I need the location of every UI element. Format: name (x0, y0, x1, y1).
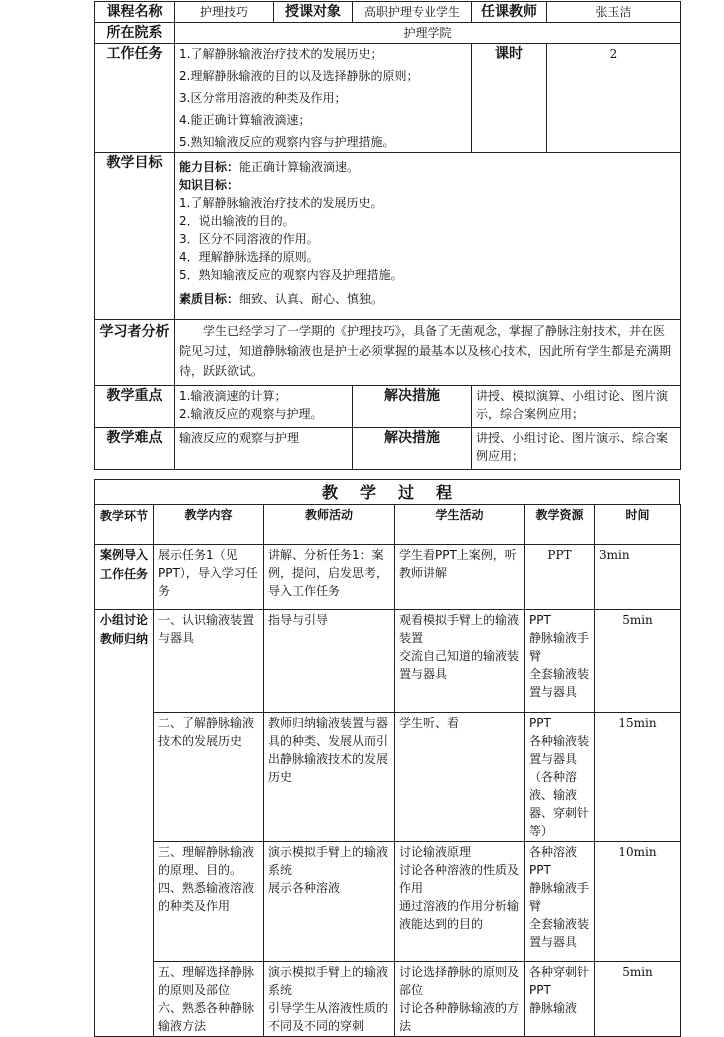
course-name-value: 护理技巧 (175, 2, 274, 23)
teacher-cell: 指导与引导 (264, 610, 395, 713)
resource-cell: PPT 各种输液装置与器具（各种溶液、输液器、穿刺针等） (525, 713, 595, 842)
table-row (95, 713, 681, 842)
teacher-cell: 演示模拟手臂上的输液系统 引导学生从溶液性质的不同及不同的穿刺 (264, 962, 395, 1037)
difficult-solution-label: 解决措施 (353, 428, 472, 470)
audience-value: 高职护理专业学生 (353, 2, 472, 23)
department-value: 护理学院 (175, 23, 681, 44)
department-label: 所在院系 (95, 23, 175, 44)
student-cell: 学生听、看 (395, 713, 525, 842)
time-cell: 3min (595, 545, 681, 610)
header-content: 教学内容 (154, 505, 264, 545)
table-row (95, 610, 681, 713)
task-item: 2.理解静脉输液的目的以及选择静脉的原则； (179, 69, 419, 83)
stage-cell: 案例导入工作任务 (95, 545, 154, 610)
difficult-points-label: 教学难点 (95, 428, 175, 470)
class-hours-value: 2 (547, 44, 681, 153)
resource-cell: PPT 静脉输液手臂 全套输液装置与器具 (525, 610, 595, 713)
knowledge-item: 5．熟知输液反应的观察内容及护理措施。 (179, 268, 403, 282)
work-task-label: 工作任务 (95, 44, 175, 153)
knowledge-item: 3．区分不同溶液的作用。 (179, 232, 319, 246)
teacher-cell: 教师归纳输液装置与器具的种类、发展从而引出静脉输液技术的发展历史 (264, 713, 395, 842)
task-item: 4.能正确计算输液滴速； (179, 113, 311, 127)
work-task-list (175, 44, 472, 153)
task-item: 3.区分常用溶液的种类及作用； (179, 91, 347, 105)
knowledge-item: 2．说出输液的目的。 (179, 214, 295, 228)
content-cell: 三、理解静脉输液的原理、目的。 四、熟悉输液溶液的种类及作用 (154, 842, 264, 962)
difficult-solution-text: 讲授、小组讨论、图片演示、综合案例应用； (472, 428, 681, 470)
teaching-goals (175, 153, 681, 320)
difficult-points-text: 输液反应的观察与护理 (175, 428, 353, 470)
teacher-value: 张玉洁 (547, 2, 681, 23)
key-solution-label: 解决措施 (353, 386, 472, 428)
audience-label: 授课对象 (274, 2, 353, 23)
key-points-label: 教学重点 (95, 386, 175, 428)
class-hours-label: 课时 (472, 44, 547, 153)
table-row (95, 842, 681, 962)
resource-cell: PPT (525, 545, 595, 610)
header-time: 时间 (595, 505, 681, 545)
stage-cell: 小组讨论教师归纳 (95, 610, 154, 1037)
content-cell: 展示任务1（见PPT），导入学习任务 (154, 545, 264, 610)
knowledge-goal-label: 知识目标： (179, 178, 240, 192)
quality-goal: 素质目标：细致、认真、耐心、慎独。 (179, 292, 384, 306)
resource-cell: 各种穿刺针 PPT 静脉输液 (525, 962, 595, 1037)
ability-goal: 能力目标：能正确计算输液滴速。 (179, 160, 360, 174)
learner-analysis-text: 学生已经学习了一学期的《护理技巧》，具备了无菌观念，掌握了静脉注射技术，并在医院见习过，知道静脉输液也是护士必须掌握的最基本以及核心技术，因此所有学生都是充满期待，跃跃欲试。 (175, 320, 681, 386)
key-points (175, 386, 353, 428)
teaching-goals-label: 教学目标 (95, 153, 175, 320)
teacher-label: 任课教师 (472, 2, 547, 23)
student-cell: 讨论选择静脉的原则及部位 讨论各种静脉输液的方法 (395, 962, 525, 1037)
table-row (95, 545, 681, 610)
teacher-cell: 演示模拟手臂上的输液系统 展示各种溶液 (264, 842, 395, 962)
content-cell: 五、理解选择静脉的原则及部位 六、熟悉各种静脉输液方法 (154, 962, 264, 1037)
content-cell: 一、认识输液装置与器具 (154, 610, 264, 713)
key-solution-text: 讲授、模拟演算、小组讨论、图片演示，综合案例应用； (472, 386, 681, 428)
header-student-activity: 学生活动 (395, 505, 525, 545)
student-cell: 观看模拟手臂上的输液装置 交流自己知道的输液装置与器具 (395, 610, 525, 713)
header-resources: 教学资源 (525, 505, 595, 545)
key-point-item: 1.输液滴速的计算； (179, 389, 287, 403)
course-name-label: 课程名称 (95, 2, 175, 23)
resource-cell: 各种溶液 PPT 静脉输液手臂 全套输液装置与器具 (525, 842, 595, 962)
process-title: 教学过程 (94, 479, 680, 504)
knowledge-item: 4．理解静脉选择的原则。 (179, 250, 319, 264)
time-cell: 5min (595, 962, 681, 1037)
task-item: 5.熟知输液反应的观察内容与护理措施。 (179, 135, 395, 149)
student-cell: 讨论输液原理 讨论各种溶液的性质及作用 通过溶液的作用分析输液能达到的目的 (395, 842, 525, 962)
task-item: 1.了解静脉输液治疗技术的发展历史； (179, 47, 383, 61)
header-stage: 教学环节 (95, 505, 154, 545)
learner-analysis-label: 学习者分析 (95, 320, 175, 386)
teaching-process-table (94, 504, 681, 1037)
key-point-item: 2.输液反应的观察与护理。 (179, 407, 323, 421)
time-cell: 10min (595, 842, 681, 962)
table-row (95, 962, 681, 1037)
content-cell: 二、了解静脉输液技术的发展历史 (154, 713, 264, 842)
time-cell: 5min (595, 610, 681, 713)
header-teacher-activity: 教师活动 (264, 505, 395, 545)
teacher-cell: 讲解、分析任务1：案例，提问，启发思考，导入工作任务 (264, 545, 395, 610)
student-cell: 学生看PPT上案例，听教师讲解 (395, 545, 525, 610)
time-cell: 15min (595, 713, 681, 842)
knowledge-item: 1.了解静脉输液治疗技术的发展历史。 (179, 196, 383, 210)
course-info-table (94, 1, 681, 470)
